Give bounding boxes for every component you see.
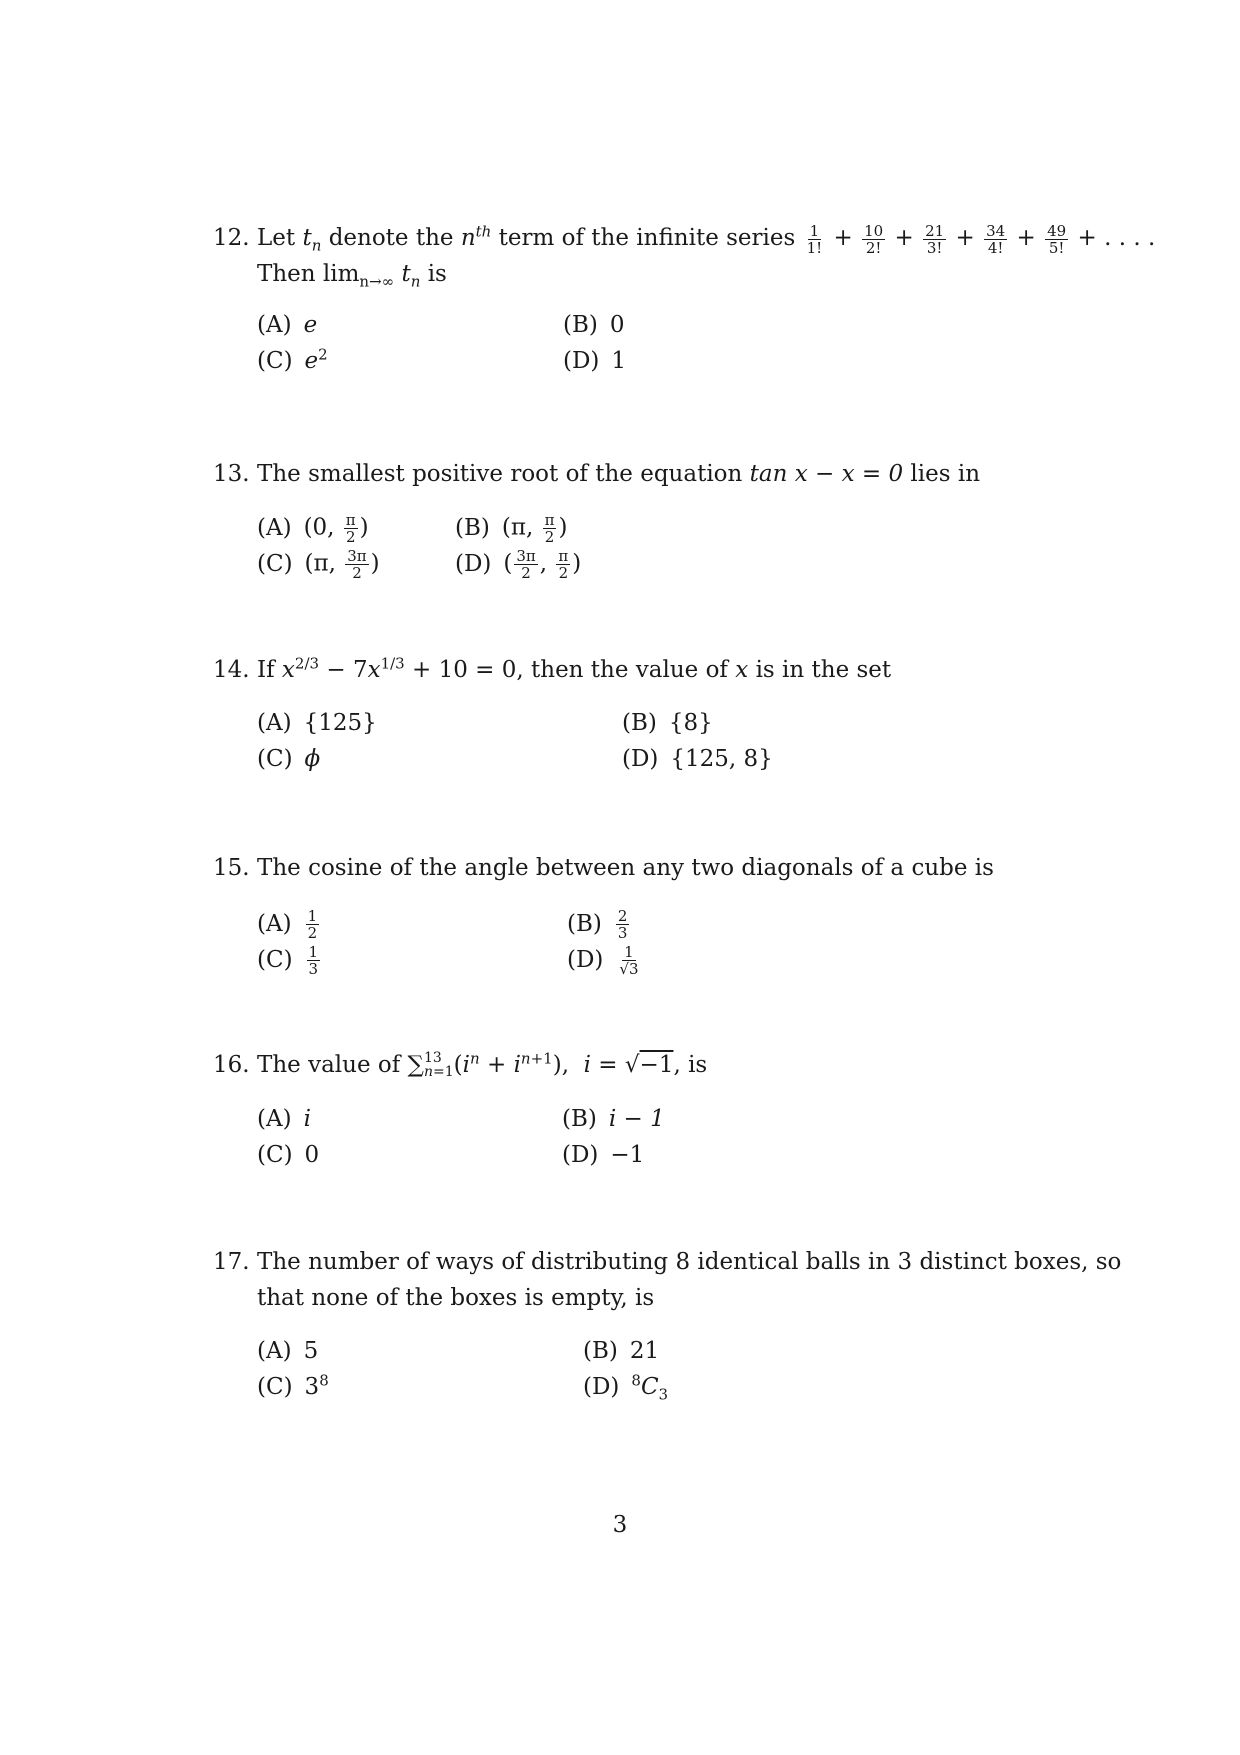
question-number: 16.	[213, 1052, 250, 1078]
question-text: The value of ∑ 13 n=1 $(i^n + i^{n+1})$, i = √−1, is	[257, 1047, 1087, 1083]
option-d[interactable]: (D) 1	[563, 348, 627, 374]
question-number: 13.	[213, 461, 250, 487]
option-a[interactable]: (A) {125}	[257, 710, 377, 736]
question-text: Let $t_n$ denote the $n^{th}$ term of the infinite series $\frac{1}{1!}$ + $\frac{10}{2!}$ + $\frac{21}{3!}$ + $\frac{34}{4!}$ + $\frac{49}{5!}$ + . . . . Then $\lim_{n\to\infty} t_n$ is	[257, 221, 1156, 291]
series-expression: $\frac{1}{1!}$ + $\frac{10}{2!}$ + $\frac{21}{3!}$ + $\frac{34}{4!}$ + $\frac{49}{5!}$ + . . . .	[806, 221, 1156, 257]
option-a[interactable]: (A) $\frac{1}{2}$	[257, 907, 318, 942]
option-d[interactable]: (D) $\frac{1}{√3}$	[567, 943, 639, 978]
option-d[interactable]: (D) ( $\frac{3\pi}{2}$ , $\frac{\pi}{2}$ )	[455, 547, 582, 582]
option-c[interactable]: (C) $3^8$	[257, 1371, 329, 1400]
option-c[interactable]: (C) $e^2$	[257, 345, 328, 374]
option-d[interactable]: (D) −1	[562, 1142, 645, 1168]
question-number: 17.	[213, 1249, 250, 1275]
question-number: 15.	[213, 855, 250, 881]
option-b[interactable]: (B) $\frac{2}{3}$	[567, 907, 628, 942]
option-c[interactable]: (C) $\frac{1}{3}$	[257, 943, 319, 978]
question-text: If $x^{2/3} - 7x^{1/3} + 10 = 0$, then the value of x is in the set	[257, 654, 892, 683]
question-number: 14.	[213, 657, 250, 683]
equation: $x^{2/3} - 7x^{1/3} + 10 = 0$	[281, 654, 517, 683]
option-b[interactable]: (B) 21	[583, 1338, 660, 1364]
sum-expression: ∑ 13 n=1	[407, 1050, 454, 1080]
question-text: The smallest positive root of the equation tan x − x = 0 lies in	[257, 461, 981, 487]
option-b[interactable]: (B) i − 1	[562, 1106, 665, 1132]
page-number: 3	[612, 1512, 628, 1538]
option-a[interactable]: (A) i	[257, 1106, 311, 1132]
option-a[interactable]: (A) 5	[257, 1338, 319, 1364]
option-c[interactable]: (C) ϕ	[257, 746, 321, 772]
question-text: The cosine of the angle between any two diagonals of a cube is	[257, 855, 994, 881]
option-b[interactable]: (B) {8}	[622, 710, 713, 736]
equation: tan x − x = 0	[749, 461, 904, 487]
option-a[interactable]: (A) e	[257, 312, 318, 338]
option-d[interactable]: (D) $^8C_3$	[583, 1371, 669, 1404]
option-b[interactable]: (B) 0	[563, 312, 625, 338]
question-number: 12.	[213, 225, 250, 251]
option-c[interactable]: (C) 0	[257, 1142, 320, 1168]
option-d[interactable]: (D) {125, 8}	[622, 746, 773, 772]
question-text: The number of ways of distributing 8 identical balls in 3 distinct boxes, so that none of the boxes is empty, is	[257, 1249, 1122, 1311]
option-a[interactable]: (A) (0, $\frac{\pi}{2}$ )	[257, 511, 369, 546]
option-b[interactable]: (B) (π, $\frac{\pi}{2}$ )	[455, 511, 568, 546]
option-c[interactable]: (C) (π, $\frac{3\pi}{2}$ )	[257, 547, 380, 582]
